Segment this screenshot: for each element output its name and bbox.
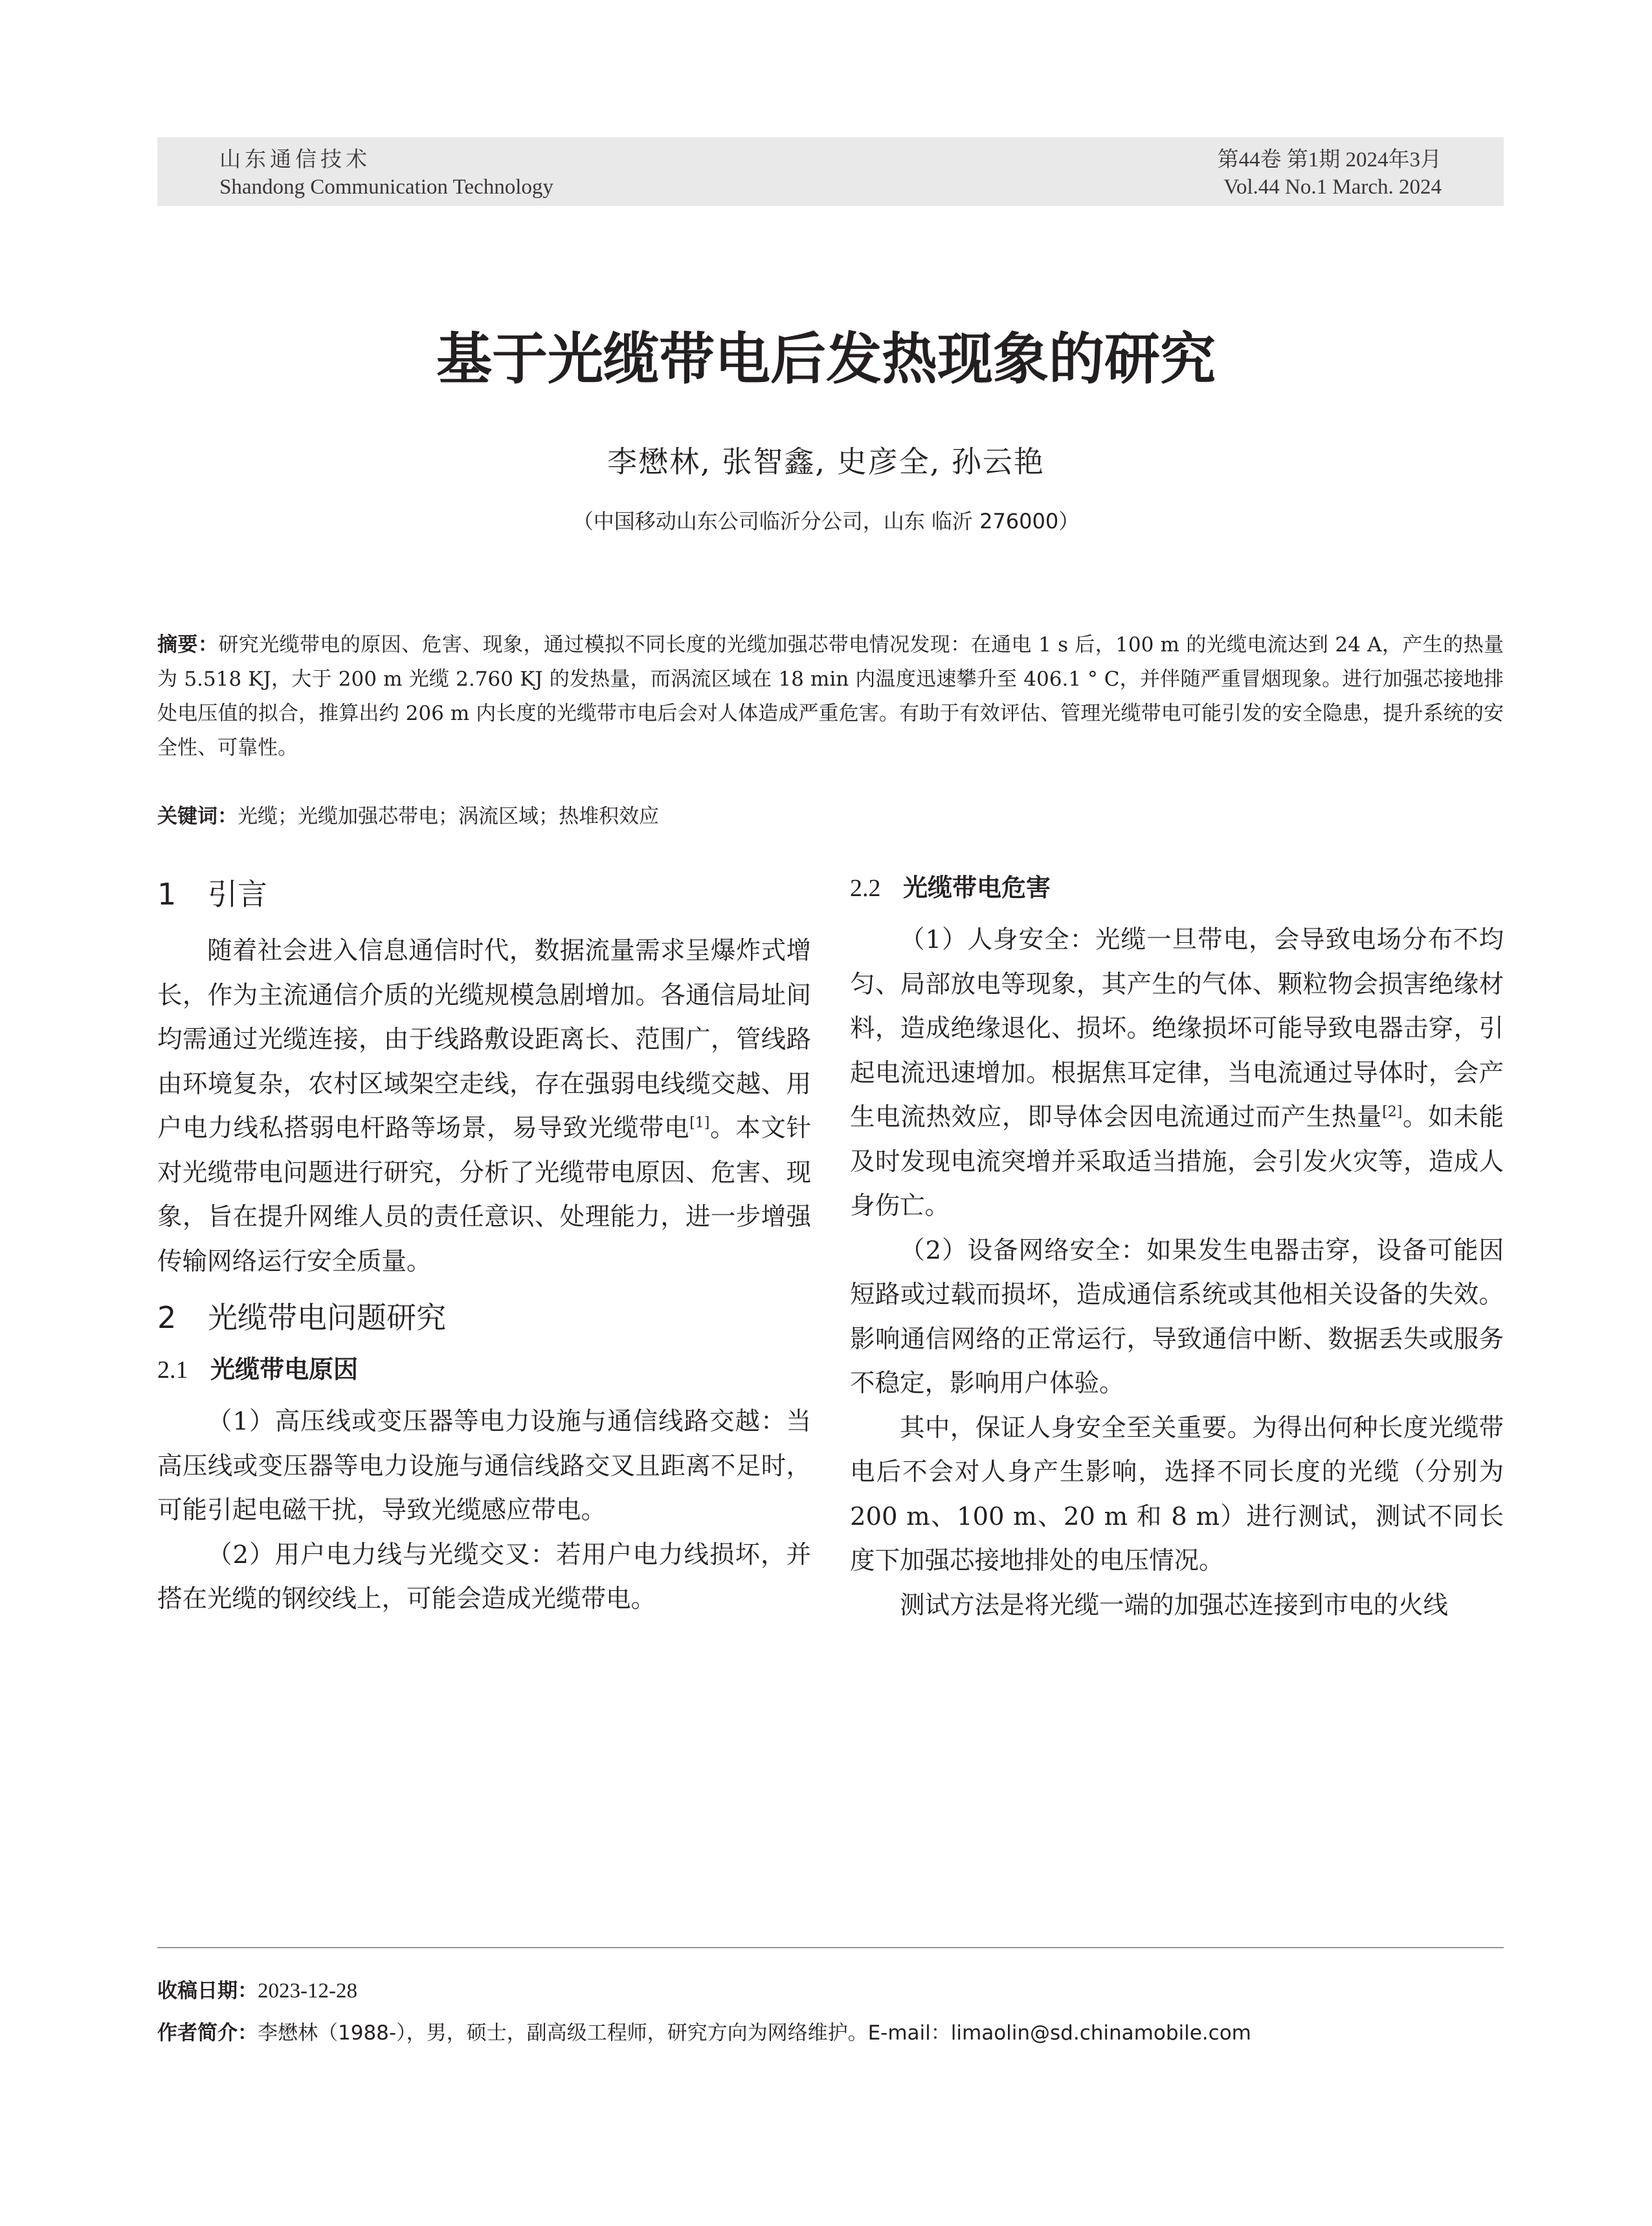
section-2-2-paragraph-1 (850, 918, 1504, 1229)
section-1-paragraph (157, 929, 811, 1284)
section-1-paragraph-text-a: 随着社会进入信息通信时代，数据流量需求呈爆炸式增长，作为主流通信介质的光缆规模急剧增加。各通信局址间均需通过光缆连接，由于线路敷设距离长、范围广，管线路由环境复杂，农村区域架空走线，存在强弱电线缆交越、用户电力线私搭弱电杆路等场景，易导致光缆带电 (157, 936, 811, 1143)
received-date-value: 2023-12-28 (258, 1979, 357, 2003)
section-2-2-number: 2.2 (850, 875, 881, 902)
footnote-divider (157, 1947, 1504, 1948)
section-2-2-paragraph-2: （2）设备网络安全：如果发生电器击穿，设备可能因短路或过载而损坏，造成通信系统或其他相关设备的失效。影响通信网络的正常运行，导致通信中断、数据丢失或服务不稳定，影响用户体验。 (850, 1235, 1504, 1398)
section-1-heading (157, 875, 811, 914)
section-2-1-title: 光缆带电原因 (210, 1355, 359, 1384)
right-column (850, 871, 1504, 1628)
author-list: 李懋林, 张智鑫, 史彦全, 孙云艳 (607, 444, 1045, 479)
section-2-1-heading (157, 1353, 811, 1387)
keywords (157, 800, 1504, 834)
abstract (157, 628, 1504, 765)
journal-name-en: Shandong Communication Technology (219, 175, 553, 199)
issue-info-en: Vol.44 No.1 March. 2024 (1223, 175, 1442, 199)
section-1-paragraph-text-b: 。本文针对光缆带电问题进行研究，分析了光缆带电原因、危害、现象，旨在提升网维人员的责任意识、处理能力，进一步增强传输网络运行安全质量。 (157, 1114, 811, 1276)
journal-header (157, 137, 1504, 206)
section-2-2-paragraph-4: 测试方法是将光缆一端的加强芯连接到市电的火线 (900, 1590, 1449, 1620)
section-2-2-paragraph-1-text-a: （1）人身安全：光缆一旦带电，会导致电场分布不均匀、局部放电等现象，其产生的气体、颗粒物会损害绝缘材料，造成绝缘退化、损坏。绝缘损坏可能导致电器击穿，引起电流迅速增加。根据焦耳定律，当电流通过导体时，会产生电流热效应，即导体会因电流通过而产生热量 (850, 925, 1504, 1132)
issue-info-cn: 第44卷 第1期 2024年3月 (1217, 148, 1442, 172)
journal-name-cn: 山东通信技术 (219, 148, 371, 172)
received-date (157, 1977, 1504, 2005)
keywords-text: 光缆；光缆加强芯带电；涡流区域；热堆积效应 (238, 805, 659, 828)
author-bio (157, 2019, 1504, 2047)
citation-ref-2: [2] (1382, 1104, 1403, 1120)
left-column (157, 871, 811, 1622)
author-affiliation: （中国移动山东公司临沂分公司，山东 临沂 276000） (572, 509, 1080, 534)
section-2-2-heading (850, 871, 1504, 905)
section-2-number: 2 (157, 1300, 177, 1335)
section-1-number: 1 (157, 877, 177, 912)
article-title: 基于光缆带电后发热现象的研究 (436, 327, 1216, 392)
section-2-2-title: 光缆带电危害 (903, 873, 1051, 902)
section-2-1-paragraph-2: （2）用户电力线与光缆交叉：若用户电力线损坏，并搭在光缆的钢绞线上，可能会造成光缆带电。 (157, 1540, 811, 1613)
section-2-title: 光缆带电问题研究 (208, 1300, 446, 1335)
keywords-label: 关键词： (157, 805, 238, 828)
section-2-2-paragraph-1-text-b: 。如未能及时发现电流突增并采取适当措施，会引发火灾等，造成人身伤亡。 (850, 1103, 1504, 1220)
author-bio-label: 作者简介： (157, 2021, 258, 2045)
section-1-title: 引言 (208, 877, 267, 912)
issue-info-block (1218, 146, 1442, 201)
citation-ref-1: [1] (689, 1115, 710, 1131)
section-2-heading (157, 1298, 811, 1337)
abstract-label: 摘要： (157, 633, 219, 657)
section-2-1-number: 2.1 (157, 1356, 188, 1384)
journal-name-block (219, 146, 553, 201)
section-2-2-paragraph-3: 其中，保证人身安全至关重要。为得出何种长度光缆带电后不会对人身产生影响，选择不同长度的光缆（分别为 200 m、100 m、20 m 和 8 m）进行测试，测试不同长度下加强芯接地排处的电压情况。 (850, 1413, 1504, 1575)
section-2-1-paragraph-1: （1）高压线或变压器等电力设施与通信线路交越：当高压线或变压器等电力设施与通信线路交叉且距离不足时，可能引起电磁干扰，导致光缆感应带电。 (157, 1407, 811, 1525)
abstract-text: 研究光缆带电的原因、危害、现象，通过模拟不同长度的光缆加强芯带电情况发现：在通电 1 s 后，100 m 的光缆电流达到 24 A，产生的热量为 5.518 KJ，大于 200 m 光缆 2.760 KJ 的发热量，而涡流区域在 18 min 内温度迅速攀升至 406.1 ° C，并伴随严重冒烟现象。进行加强芯接地排处电压值的拟合，推算出约 206 m 内长度的光缆带市电后会对人体造成严重危害。有助于有效评估、管理光缆带电可能引发的安全隐患，提升系统的安全性、可靠性。 (157, 633, 1504, 759)
received-date-label: 收稿日期： (157, 1979, 258, 2003)
author-bio-value: 李懋林（1988-），男，硕士，副高级工程师，研究方向为网络维护。E-mail：limaolin@sd.chinamobile.com (258, 2021, 1251, 2045)
